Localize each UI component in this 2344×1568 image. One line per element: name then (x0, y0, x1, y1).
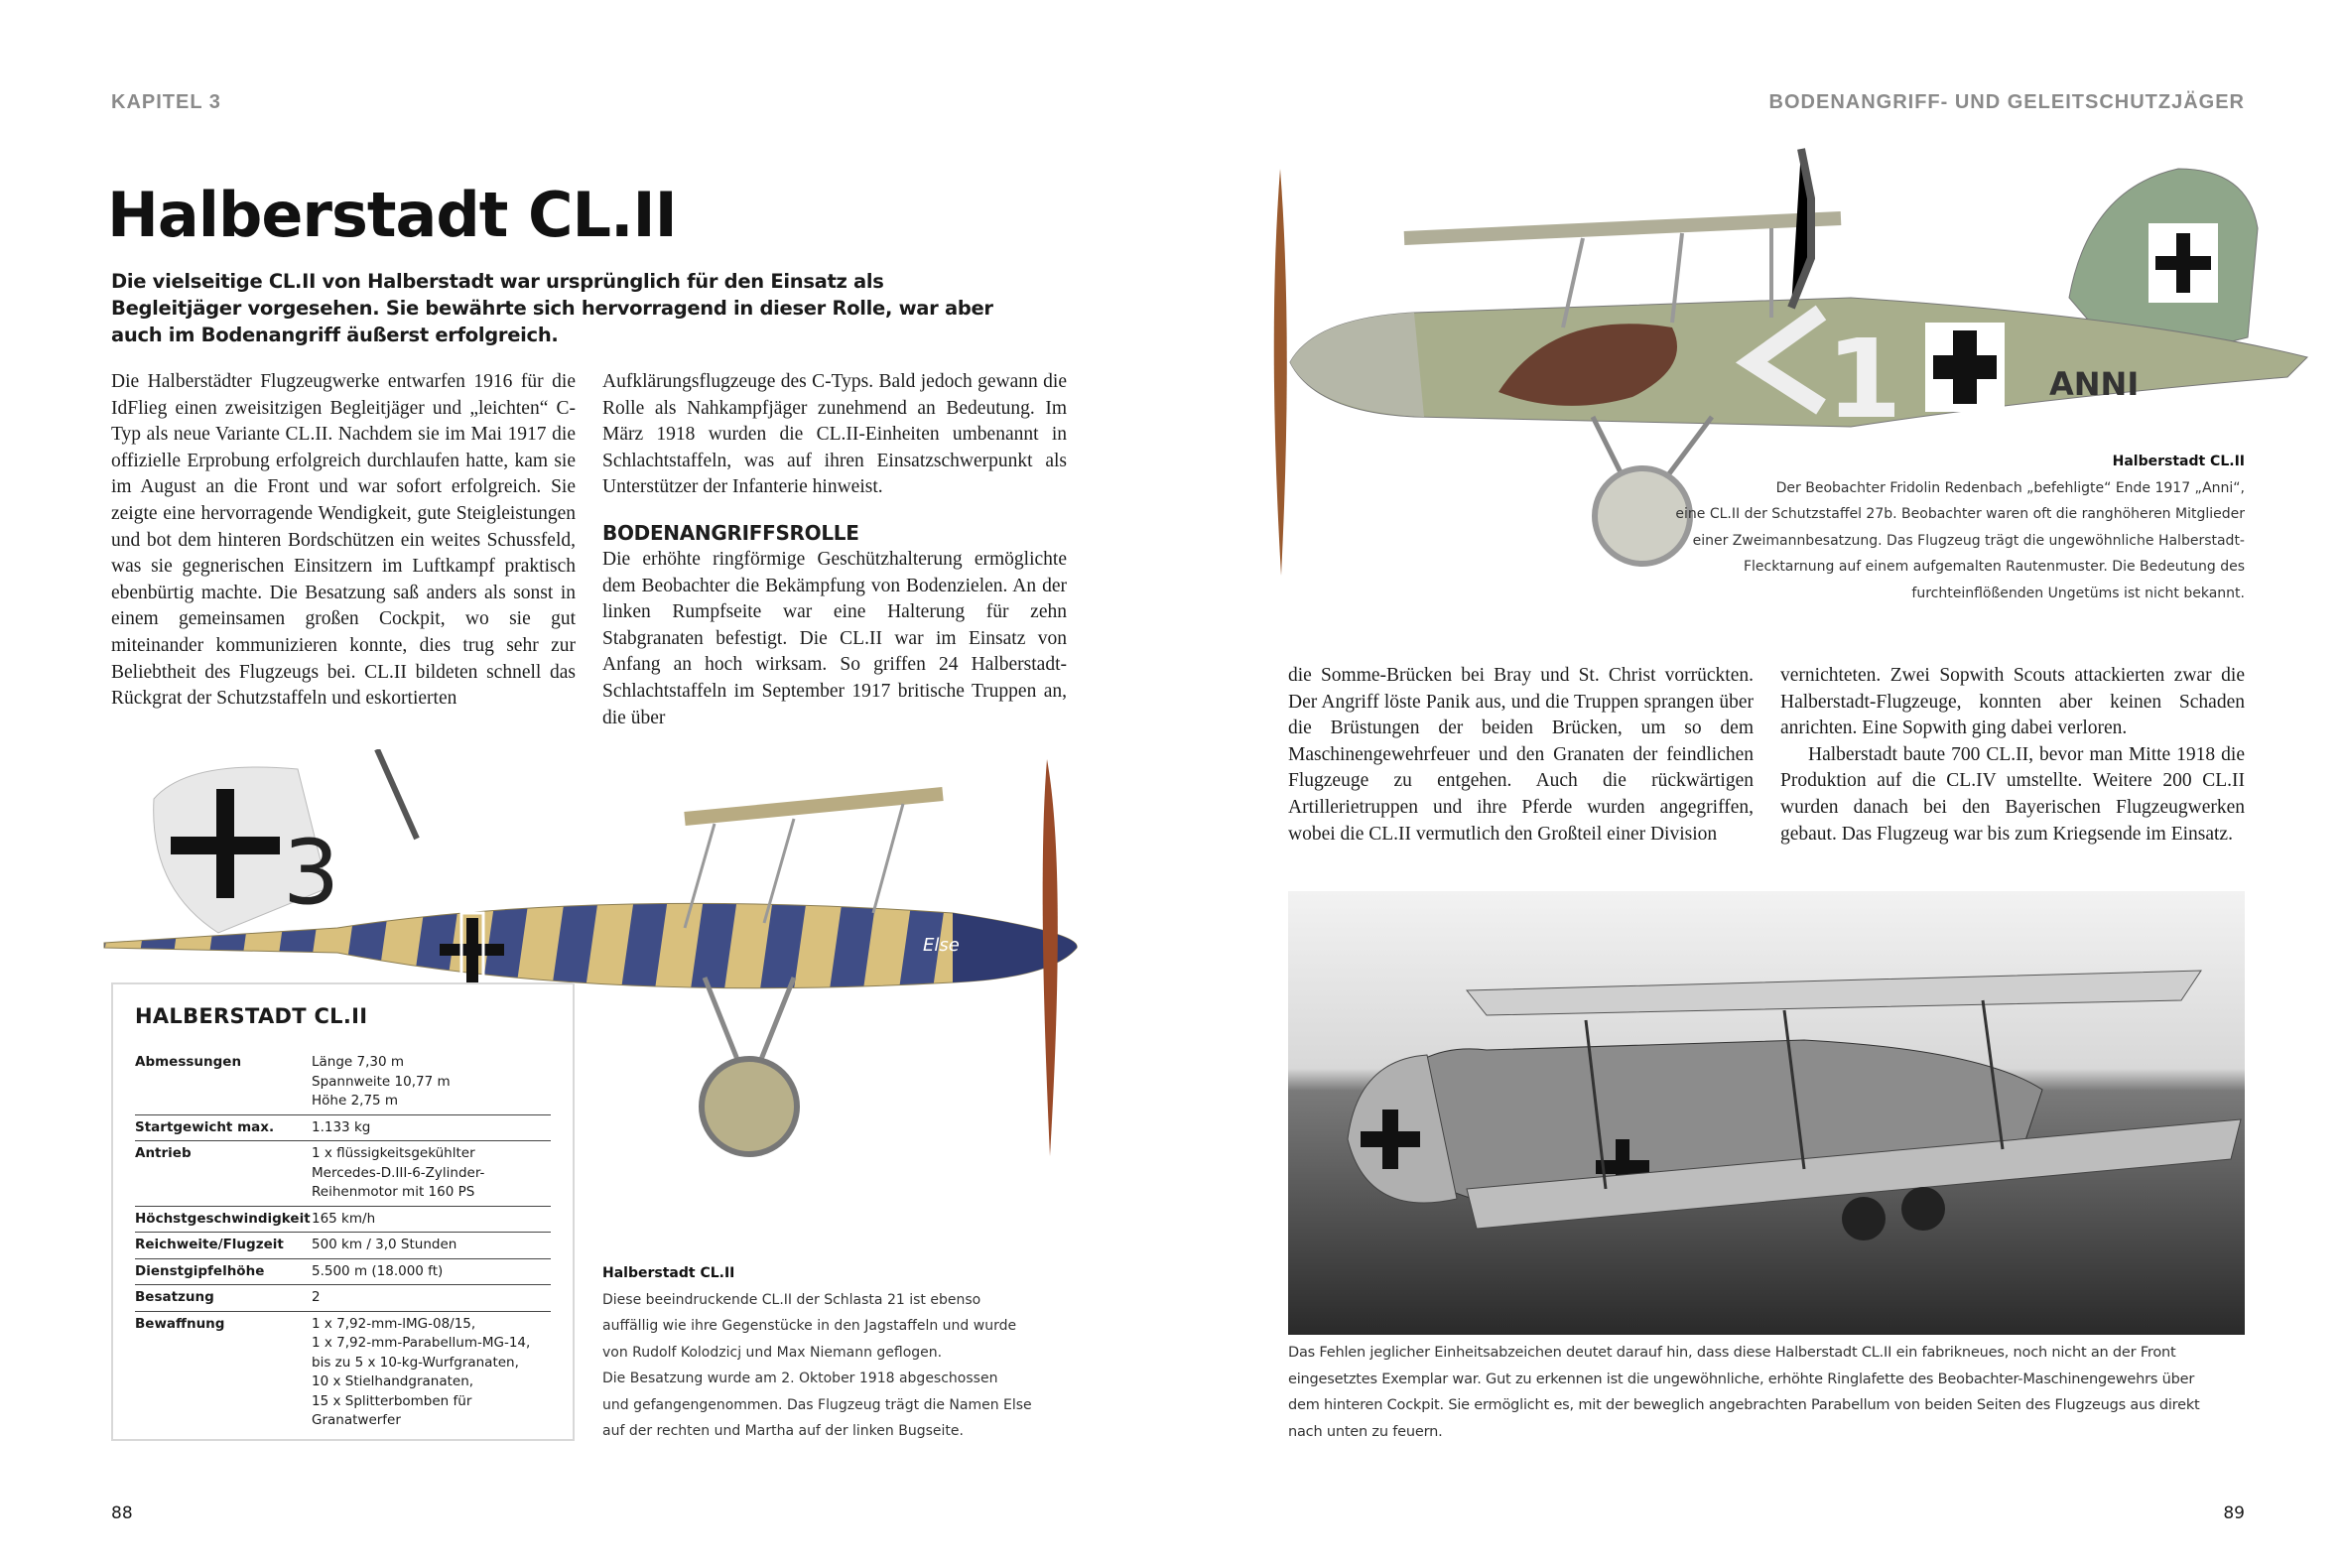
page-number-right: 89 (2223, 1503, 2245, 1523)
caption-line: Diese beeindruckende CL.II der Schlasta 21 ist ebenso (602, 1291, 981, 1308)
spec-row (135, 1141, 551, 1207)
spec-row (135, 1114, 551, 1141)
body-column-4 (1780, 663, 2245, 848)
spec-value (312, 1285, 551, 1312)
spec-value-line: 1.133 kg (312, 1118, 371, 1135)
spec-label: Dienstgipfelhöhe (135, 1258, 312, 1285)
spec-label: Bewaffnung (135, 1315, 225, 1332)
spec-label: Besatzung (135, 1285, 312, 1312)
section-heading: BODENANGRIFFSROLLE (602, 520, 859, 545)
tail-number: 3 (283, 821, 340, 925)
spec-title: HALBERSTADT CL.II (135, 1004, 368, 1028)
aircraft-name: ANNI (2049, 365, 2140, 403)
page-number-left: 88 (111, 1503, 133, 1523)
caption-line: Der Beobachter Fridolin Redenbach „befehligte“ Ende 1917 „Anni“, (1775, 479, 2245, 496)
spec-value-line: Mercedes-D.III-6-Zylinder- (312, 1164, 485, 1181)
spec-value-line: 2 (312, 1289, 321, 1305)
spec-label: Reichweite/Flugzeit (135, 1233, 312, 1259)
spec-value-line: 500 km / 3,0 Stunden (312, 1237, 457, 1252)
spec-label: Startgewicht max. (135, 1114, 312, 1141)
spec-row (135, 1050, 551, 1114)
caption-line: Die Besatzung wurde am 2. Oktober 1918 abgeschossen (602, 1371, 998, 1386)
spec-value-line: Granatwerfer (312, 1412, 401, 1428)
page-title: Halberstadt CL.II (107, 179, 677, 251)
caption-line: furchteinflößenden Ungetüms ist nicht bekannt. (1911, 585, 2245, 601)
caption-line: einer Zweimannbesatzung. Das Flugzeug trägt die ungewöhnliche Halberstadt- (1692, 532, 2245, 549)
spec-row (135, 1258, 551, 1285)
spec-label: Höchstgeschwindigkeit (135, 1206, 312, 1233)
spec-label: Abmessungen (135, 1050, 312, 1114)
nose-name: Else (923, 935, 960, 956)
paragraph: Halberstadt baute 700 CL.II, bevor man Mitte 1918 die Produktion auf die CL.IV umstellte. Weitere 200 CL.II wurden danach bei den Bayerischen Flugzeugwerken gebaut. Das Flugzeug war bis zum Kriegsende im Einsatz. (1780, 743, 2245, 845)
caption-photo (1288, 1340, 2261, 1445)
caption-text (1530, 475, 2245, 607)
spec-value-line: Spannweite 10,77 m (312, 1073, 451, 1090)
body-column-1 (111, 369, 576, 713)
fuselage-number: 1 (1826, 316, 1902, 443)
caption-line: eingesetztes Exemplar war. Gut zu erkennen ist die ungewöhnliche, erhöhte Ringlafette des Beobachter-Maschinengewehrs über (1288, 1371, 2195, 1387)
caption-line: auffällig wie ihre Gegenstücke in den Jagstaffeln und wurde (602, 1318, 1017, 1334)
body-column-3 (1288, 663, 1754, 848)
caption-line: auf der rechten und Martha auf der linken Bugseite. (602, 1423, 964, 1439)
historical-photo (1288, 891, 2245, 1335)
paragraph: vernichteten. Zwei Sopwith Scouts attackierten zwar die Halberstadt-Flugzeuge, konnten aber keinen Schaden anrichten. Eine Sopwith ging dabei verloren. (1780, 665, 2245, 739)
caption-title: Halberstadt CL.II (602, 1265, 735, 1281)
spec-value (312, 1114, 551, 1141)
paragraph: Die erhöhte ringförmige Geschützhalterung ermöglichte dem Beobachter die Bekämpfung von Bodenzielen. An der linken Rumpfseite war eine Halterung für zehn Stabgranaten befestigt. Die CL.II war im Einsatz von Anfang an hoch wirksam. So griffen 24 Halberstadt-Schlachtstaffeln im September 1917 britische Truppen an, die über (602, 548, 1067, 728)
caption-right (1530, 449, 2245, 606)
spec-value-line: 1 x flüssigkeitsgekühlter (312, 1145, 475, 1161)
spec-value-line: 1 x 7,92-mm-lMG-08/15, (312, 1315, 476, 1332)
caption-line: eine CL.II der Schutzstaffel 27b. Beobachter waren oft die ranghöheren Mitglieder (1675, 506, 2245, 522)
spec-value-line: bis zu 5 x 10-kg-Wurfgranaten, (312, 1354, 519, 1371)
paragraph: die Somme-Brücken bei Bray und St. Christ vorrückten. Der Angriff löste Panik aus, und die Truppen sprangen über die Brüstungen der beiden Brücken, um so dem Maschinengewehrfeuer und den Granaten der feindlichen Flugzeuge zu entgehen. Auch die rückwärtigen Artillerietruppen und ihre Pferde wurden angegriffen, wobei die CL.II vermutlich den Großteil einer Division (1288, 665, 1754, 845)
caption-left (602, 1260, 1069, 1445)
spec-value-line: 15 x Splitterbomben für (312, 1392, 472, 1409)
intro-text: Die vielseitige CL.II von Halberstadt war ursprünglich für den Einsatz als Begleitjäger vorgesehen. Sie bewährte sich hervorragend in dieser Rolle, war aber auch im Bodenangriff äußerst erfolgreich. (111, 270, 993, 346)
body-column-2 (602, 369, 1067, 731)
spec-value-line: 165 km/h (312, 1210, 376, 1227)
spec-box (111, 982, 575, 1441)
spec-value-line: Höhe 2,75 m (312, 1093, 399, 1109)
caption-title: Halberstadt CL.II (2112, 454, 2245, 469)
spec-value (312, 1141, 551, 1207)
caption-line: dem hinteren Cockpit. Sie ermöglicht es, mit der beweglich angebrachten Parabellum von beiden Seiten des Flugzeugs aus direkt (1288, 1397, 2200, 1413)
spec-value-line: Reihenmotor mit 160 PS (312, 1184, 475, 1200)
spec-value-line: 1 x 7,92-mm-Parabellum-MG-14, (312, 1335, 531, 1351)
caption-text (602, 1287, 1069, 1445)
spec-value-line: 5.500 m (18.000 ft) (312, 1262, 444, 1279)
spec-value (312, 1050, 551, 1114)
spec-value (312, 1206, 551, 1233)
spec-value (312, 1258, 551, 1285)
running-head-right: BODENANGRIFF- UND GELEITSCHUTZJÄGER (1768, 91, 2245, 113)
caption-line: von Rudolf Kolodzicj und Max Niemann geflogen. (602, 1344, 943, 1361)
spec-value (312, 1233, 551, 1259)
spec-row (135, 1311, 551, 1434)
caption-line: und gefangengenommen. Das Flugzeug trägt die Namen Else (602, 1396, 1032, 1413)
paragraph: Die Halberstädter Flugzeugwerke entwarfen 1916 für die IdFlieg einen zweisitzigen Begleitjäger und „leichten“ C-Typ als neue Variante CL.II. Nachdem sie im Mai 1917 die offizielle Erprobung erfolgreich durchlaufen hatte, kam sie im August an die Front und war sofort erfolgreich. Sie zeigte eine hervorragende Wendigkeit, gute Steigleistungen und bot dem hinteren Bordschützen ein weites Schussfeld, was sie gegnerischen Einsitzern im Luftkampf praktisch ebenbürtig machte. Die Besatzung saß anders als sonst in einem gemeinsamen großen Cockpit, wo sie gut miteinander kommunizieren konnte, dies trug sehr zur Beliebtheit des Flugzeugs bei. CL.II bildeten schnell das Rückgrat der Schutzstaffeln und eskortierten (111, 371, 576, 710)
spec-table (135, 1050, 551, 1434)
spec-value (312, 1311, 551, 1434)
caption-line: Das Fehlen jeglicher Einheitsabzeichen deutet darauf hin, dass diese Halberstadt CL.II ein fabrikneues, noch nicht an der Front (1288, 1345, 2176, 1361)
spec-row (135, 1233, 551, 1259)
caption-text (1288, 1340, 2261, 1445)
paragraph: Aufklärungsflugzeuge des C-Typs. Bald jedoch gewann die Rolle als Nahkampfjäger zunehmend an Bedeutung. Im März 1918 wurden die CL.II-Einheiten umbenannt in Schlachtstaffeln, was auf ihren Einsatzschwerpunkt als Unterstützer der Infanterie hinweist. (602, 371, 1067, 498)
spec-label: Antrieb (135, 1141, 312, 1207)
spec-value-line: 10 x Stielhandgranaten, (312, 1373, 474, 1389)
caption-line: nach unten zu feuern. (1288, 1423, 1443, 1440)
spec-row (135, 1285, 551, 1312)
spec-value-line: Länge 7,30 m (312, 1054, 405, 1070)
caption-line: Flecktarnung auf einem aufgemalten Rautenmuster. Die Bedeutung des (1743, 559, 2245, 575)
spec-row (135, 1206, 551, 1233)
running-head-left: KAPITEL 3 (111, 91, 221, 113)
